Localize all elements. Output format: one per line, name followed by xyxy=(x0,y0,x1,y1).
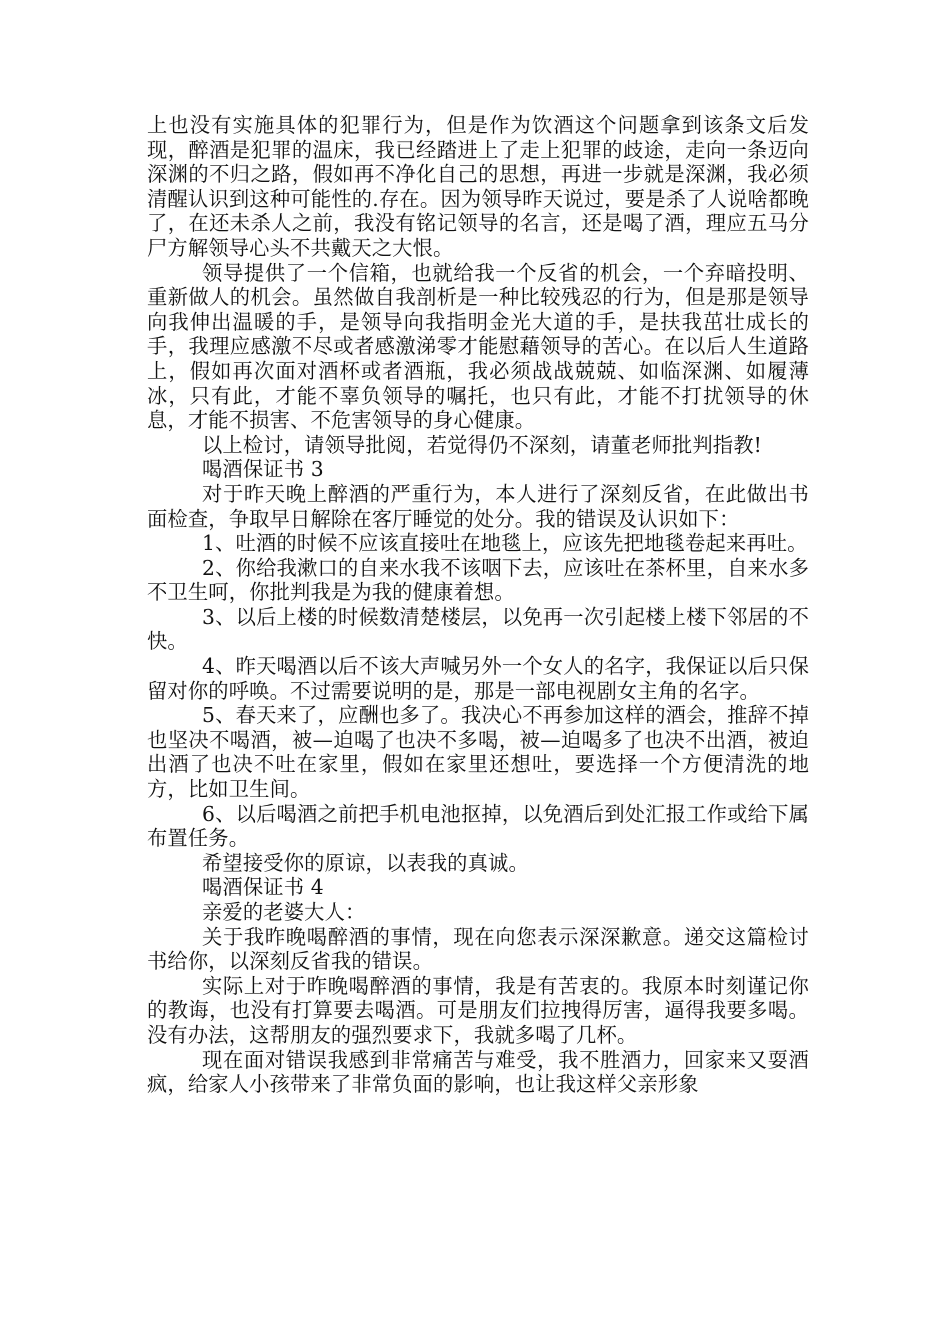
paragraph-15: 关于我昨晚喝醉酒的事情，现在向您表示深深歉意。递交这篇检讨书给你，以深刻反省我的错误。 xyxy=(147,924,809,974)
paragraph-12: 希望接受你的原谅，以表我的真诚。 xyxy=(202,850,529,875)
list-item-2: 2、你给我漱口的自来水我不该咽下去，应该吐在茶杯里，自来水多不卫生呵，你批判我是为我的健康着想。 xyxy=(147,555,809,605)
paragraph-3: 以上检讨，请领导批阅，若觉得仍不深刻，请董老师批判指教! xyxy=(202,432,762,457)
list-item-6: 6、以后喝酒之前把手机电池抠掉，以免酒后到处汇报工作或给下属布置任务。 xyxy=(147,801,809,851)
paragraph-5: 对于昨天晚上醉酒的严重行为，本人进行了深刻反省，在此做出书面检查，争取早日解除在客厅睡觉的处分。我的错误及认识如下： xyxy=(147,481,809,531)
list-item-4: 4、昨天喝酒以后不该大声喊另外一个女人的名字，我保证以后只保留对你的呼唤。不过需要说明的是，那是一部电视剧女主角的名字。 xyxy=(147,654,809,703)
paragraph-16: 实际上对于昨晚喝醉酒的事情，我是有苦衷的。我原本时刻谨记你的教诲，也没有打算要去喝酒。可是朋友们拉拽得厉害，逼得我要多喝。没有办法，这帮朋友的强烈要求下，我就多喝了几杯。 xyxy=(147,973,809,1047)
list-item-1: 1、吐酒的时候不应该直接吐在地毯上，应该先把地毯卷起来再吐。 xyxy=(202,531,808,556)
list-item-3: 3、以后上楼的时候数清楚楼层，以免再一次引起楼上楼下邻居的不快。 xyxy=(147,604,809,654)
list-item-5: 5、春天来了，应酬也多了。我决心不再参加这样的酒会，推辞不掉也坚决不喝酒，被—迫喝了也决不多喝，被—迫喝多了也决不出酒，被迫出酒了也决不吐在家里，假如在家里还想吐，要选择一个方便清洗的地方，比如卫生间。 xyxy=(147,703,809,802)
section-heading-3: 喝酒保证书 3 xyxy=(202,457,324,482)
salutation: 亲爱的老婆大人： xyxy=(202,900,366,924)
paragraph-1: 上也没有实施具体的犯罪行为，但是作为饮酒这个问题拿到该条文后发现，醉酒是犯罪的温床，我已经踏进上了走上犯罪的歧途，走向一条迈向深渊的不归之路，假如再不净化自己的思想，再进一步就是深渊，我必须清醒认识到这种可能性的.存在。因为领导昨天说过，要是杀了人说啥都晚了，在还未杀人之前，我没有铭记领导的名言，还是喝了酒，理应五马分尸方解领导心头不共戴天之大恨。 xyxy=(147,113,809,260)
paragraph-2: 领导提供了一个信箱，也就给我一个反省的机会，一个弃暗投明、重新做人的机会。虽然做自我剖析是一种比较残忍的行为，但是那是领导向我伸出温暖的手，是领导向我指明金光大道的手，是扶我茁壮成长的手，我理应感激不尽或者感激涕零才能慰藉领导的苦心。在以后人生道路上，假如再次面对酒杯或者酒瓶，我必须战战兢兢、如临深渊、如履薄冰，只有此，才能不辜负领导的嘱托，也只有此，才能不打扰领导的休息，才能不损害、不危害领导的身心健康。 xyxy=(147,260,809,433)
paragraph-17: 现在面对错误我感到非常痛苦与难受，我不胜酒力，回家来又耍酒疯，给家人小孩带来了非常负面的影响，也让我这样父亲形象 xyxy=(147,1047,809,1097)
section-heading-4: 喝酒保证书 4 xyxy=(202,875,324,900)
document-page xyxy=(147,113,809,1097)
